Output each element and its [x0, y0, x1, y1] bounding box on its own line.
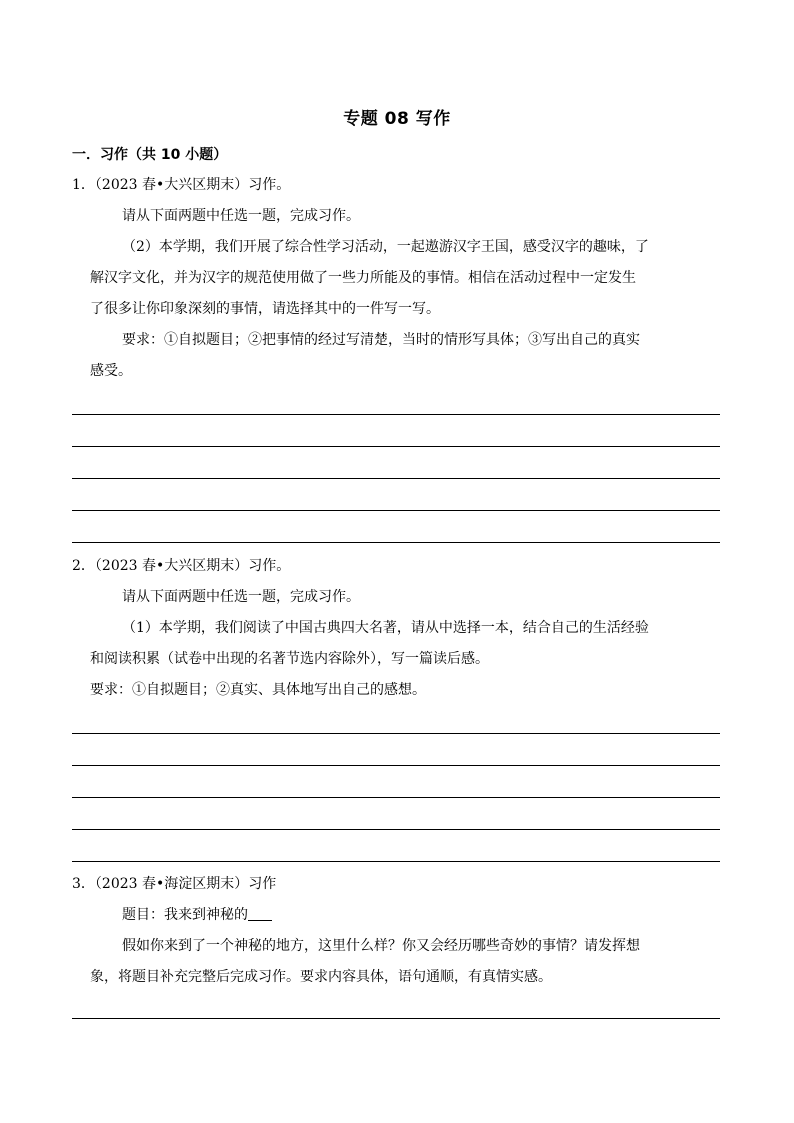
- question-2-intro: 请从下面两题中任选一题，完成习作。: [122, 589, 360, 605]
- section-heading: 一．习作（共 10 小题）: [72, 147, 228, 163]
- question-1-paragraph-line: 解汉字文化，并为汉字的规范使用做了一些力所能及的事情。相信在活动过程中一定发生: [90, 270, 636, 286]
- question-3-header: 3．（2023 春•海淀区期末）习作: [72, 876, 277, 892]
- answer-line[interactable]: [72, 734, 720, 766]
- question-3-paragraph-line: 假如你来到了一个神秘的地方，这里什么样？你又会经历哪些奇妙的事情？请发挥想: [122, 938, 640, 954]
- answer-line[interactable]: [72, 447, 720, 479]
- answer-line[interactable]: [72, 479, 720, 511]
- question-2-answer-area[interactable]: [72, 702, 720, 862]
- question-2-paragraph-line: 和阅读积累（试卷中出现的名著节选内容除外），写一篇读后感。: [90, 651, 489, 667]
- question-1-requirement-line: 感受。: [90, 363, 132, 379]
- page-title: 专题 08 写作: [343, 109, 451, 129]
- answer-line[interactable]: [72, 383, 720, 415]
- question-3-paragraph-line: 象，将题目补充完整后完成习作。要求内容具体，语句通顺，有真情实感。: [90, 969, 552, 985]
- question-1-paragraph-line: （2）本学期，我们开展了综合性学习活动，一起遨游汉字王国，感受汉字的趣味，了: [122, 239, 649, 255]
- answer-line[interactable]: [72, 511, 720, 543]
- question-2-requirement-line: 要求：①自拟题目；②真实、具体地写出自己的感想。: [90, 682, 426, 698]
- question-1-header: 1．（2023 春•大兴区期末）习作。: [72, 177, 291, 193]
- question-1-answer-area[interactable]: [72, 383, 720, 543]
- question-3-answer-area[interactable]: [72, 987, 720, 1019]
- question-2-paragraph-line: （1）本学期，我们阅读了中国古典四大名著，请从中选择一本，结合自己的生活经验: [122, 620, 649, 636]
- answer-line[interactable]: [72, 766, 720, 798]
- question-3-topic: [72, 900, 724, 931]
- question-2: [72, 551, 724, 706]
- question-1: [72, 170, 724, 387]
- question-1-paragraph-line: 了很多让你印象深刻的事情，请选择其中的一件写一写。: [90, 301, 440, 317]
- question-3-topic-text: 题目：我来到神秘的: [122, 907, 248, 923]
- question-2-header: 2．（2023 春•大兴区期末）习作。: [72, 558, 291, 574]
- answer-line[interactable]: [72, 987, 720, 1019]
- answer-line[interactable]: [72, 798, 720, 830]
- question-1-intro: 请从下面两题中任选一题，完成习作。: [122, 208, 360, 224]
- answer-line[interactable]: [72, 702, 720, 734]
- answer-line[interactable]: [72, 830, 720, 862]
- answer-line[interactable]: [72, 415, 720, 447]
- question-3: [72, 869, 724, 993]
- question-1-requirement-line: 要求：①自拟题目；②把事情的经过写清楚，当时的情形写具体；③写出自己的真实: [122, 332, 640, 348]
- topic-blank[interactable]: [248, 906, 272, 921]
